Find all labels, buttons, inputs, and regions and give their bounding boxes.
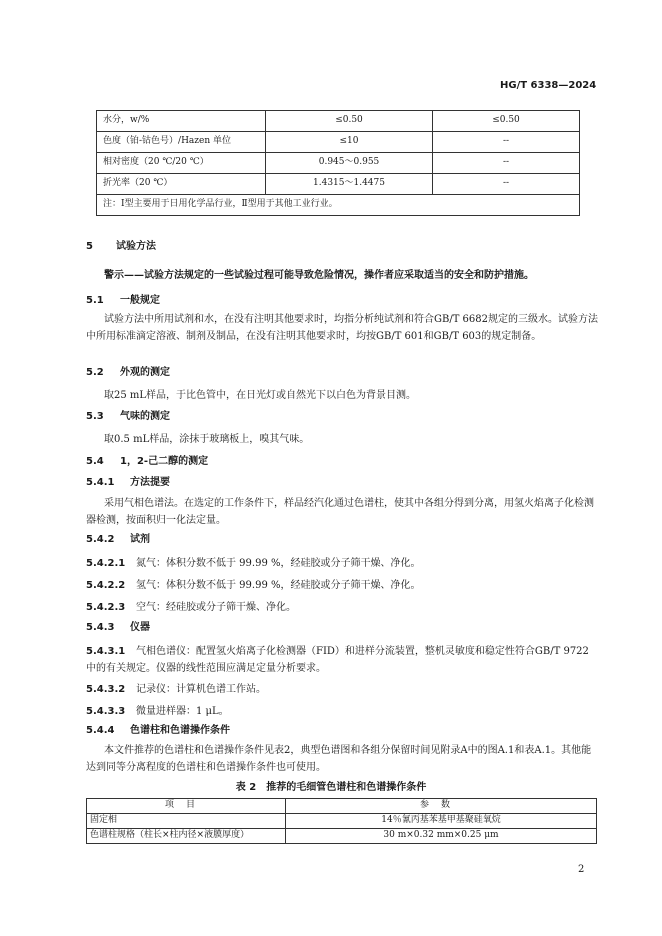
section-heading <box>86 295 160 308</box>
section-number: 5.4.3 <box>86 622 115 633</box>
section-number: 5.4.4 <box>86 725 115 736</box>
section-number: 5.3 <box>86 411 104 422</box>
table-cell: ≤10 <box>266 132 433 153</box>
table-note-row <box>97 195 580 216</box>
table-cell: 色度（铂-钴色号）/Hazen 单位 <box>97 132 266 153</box>
clause-number: 5.4.2.1 <box>86 558 126 569</box>
table-cell: 折光率（20 ℃） <box>97 174 266 195</box>
column-header: 参数 <box>286 799 597 814</box>
section-heading <box>86 456 208 469</box>
clause <box>86 577 421 594</box>
table-title: 表 2 推荐的毛细管色谱柱和色谱操作条件 <box>235 782 427 793</box>
clause-number: 5.4.3.3 <box>86 706 126 717</box>
section-number: 5.4.2 <box>86 534 115 545</box>
clause-number: 5.4.2.3 <box>86 602 126 613</box>
section-title: 试验方法 <box>116 241 156 252</box>
standard-number: HG/T 6338—2024 <box>500 80 597 91</box>
table-row <box>97 153 580 174</box>
section-title: 1，2-己二醇的测定 <box>120 456 209 467</box>
page-number: 2 <box>578 864 585 875</box>
table-cell: 相对密度（20 ℃/20 ℃） <box>97 153 266 174</box>
section-heading <box>86 622 150 635</box>
clause <box>86 703 229 720</box>
clause-text: 氮气：体积分数不低于 99.99 %，经硅胶或分子筛干燥、净化。 <box>136 558 421 569</box>
table-row <box>87 814 597 829</box>
table-row <box>97 174 580 195</box>
table-cell: 30 m×0.32 mm×0.25 μm <box>286 829 597 844</box>
table-row <box>97 111 580 132</box>
clause-text: 气相色谱仪：配置氢火焰离子化检测器（FID）和进样分流装置，整机灵敏度和稳定性符合GB/T 9722中的有关规定。仪器的线性范围应满足定量分析要求。 <box>86 646 589 674</box>
table-cell: -- <box>433 174 580 195</box>
section-title: 外观的测定 <box>120 367 170 378</box>
table-header-row <box>87 799 597 814</box>
section-number: 5 <box>86 241 93 252</box>
table-cell: 1.4315～1.4475 <box>266 174 433 195</box>
column-header: 项目 <box>87 799 286 814</box>
section-heading <box>86 241 156 254</box>
section-heading <box>86 367 170 380</box>
clause-text: 微量进样器：1 μL。 <box>136 706 229 717</box>
section-number: 5.2 <box>86 367 104 378</box>
table-row <box>97 132 580 153</box>
section-heading <box>86 725 230 738</box>
paragraph: 本文件推荐的色谱柱和色谱操作条件见表2，典型色谱图和各组分保留时间见附录A中的图A.1和表A.1。其他能达到同等分离程度的色谱柱和色谱操作条件也可使用。 <box>86 745 592 773</box>
safety-warning: 警示——试验方法规定的一些试验过程可能导致危险情况，操作者应采取适当的安全和防护措施。 <box>104 270 534 281</box>
table-row <box>87 829 597 844</box>
table-cell: 固定相 <box>87 814 286 829</box>
clause-text: 空气：经硅胶或分子筛干燥、净化。 <box>136 602 296 613</box>
table-note: 注：Ⅰ型主要用于日用化学品行业，Ⅱ型用于其他工业行业。 <box>97 195 580 216</box>
table-cell: 水分，w/% <box>97 111 266 132</box>
section-heading <box>86 477 170 490</box>
table-cell: 14％氰丙基苯基甲基聚硅氧烷 <box>286 814 597 829</box>
section-title: 方法提要 <box>130 477 170 488</box>
table-cell: 0.945～0.955 <box>266 153 433 174</box>
clause-text: 氢气：体积分数不低于 99.99 %，经硅胶或分子筛干燥、净化。 <box>136 580 421 591</box>
section-title: 色谱柱和色谱操作条件 <box>130 725 230 736</box>
table-cell: ≤0.50 <box>266 111 433 132</box>
table-cell: -- <box>433 153 580 174</box>
section-number: 5.4.1 <box>86 477 115 488</box>
chromatography-table <box>86 798 597 844</box>
clause-number: 5.4.2.2 <box>86 580 126 591</box>
clause-number: 5.4.3.1 <box>86 646 126 657</box>
clause <box>86 643 598 677</box>
clause <box>86 599 296 616</box>
section-number: 5.4 <box>86 456 104 467</box>
paragraph: 取0.5 mL样品，涂抹于玻璃板上，嗅其气味。 <box>104 434 310 445</box>
section-title: 试剂 <box>130 534 150 545</box>
table-cell: 色谱柱规格（柱长×柱内径×液膜厚度） <box>87 829 286 844</box>
section-heading <box>86 534 150 547</box>
section-title: 气味的测定 <box>120 411 170 422</box>
spec-table <box>96 110 580 216</box>
clause <box>86 555 421 572</box>
table-cell: ≤0.50 <box>433 111 580 132</box>
section-heading <box>86 411 170 424</box>
section-title: 一般规定 <box>120 295 160 306</box>
paragraph: 采用气相色谱法。在选定的工作条件下，样品经汽化通过色谱柱，使其中各组分得到分离，用氢火焰离子化检测器检测，按面积归一化法定量。 <box>86 498 594 526</box>
paragraph: 取25 mL样品，于比色管中，在日光灯或自然光下以白色为背景目测。 <box>104 390 417 401</box>
paragraph: 试验方法中所用试剂和水，在没有注明其他要求时，均指分析纯试剂和符合GB/T 6682规定的三级水。试验方法中所用标准滴定溶液、制剂及制品，在没有注明其他要求时，均按GB/T 601和GB/T 603的规定制备。 <box>86 314 599 342</box>
section-title: 仪器 <box>130 622 150 633</box>
table-cell: -- <box>433 132 580 153</box>
clause <box>86 681 266 698</box>
clause-number: 5.4.3.2 <box>86 684 126 695</box>
clause-text: 记录仪：计算机色谱工作站。 <box>136 684 266 695</box>
section-number: 5.1 <box>86 295 104 306</box>
